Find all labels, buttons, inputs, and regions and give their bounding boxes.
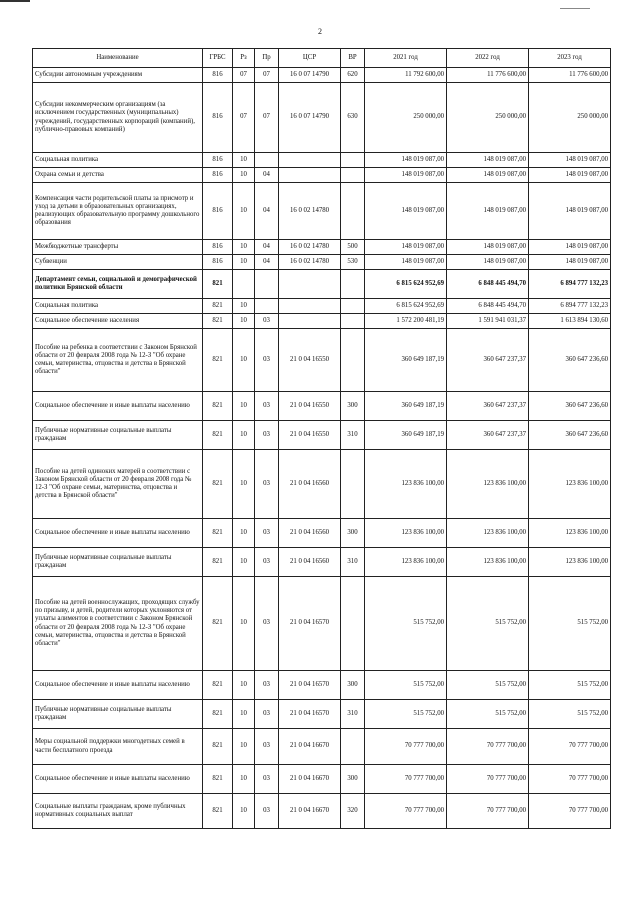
row-grbs: 816 [203, 183, 233, 240]
row-name: Пособие на ребенка в соответствии с Законом Брянской области от 20 февраля 2008 года № 12-З "Об охране семьи, материнства, отцовства и детства в Брянской области" [33, 329, 203, 392]
row-grbs: 821 [203, 392, 233, 421]
table-row [33, 577, 611, 671]
row-name: Субсидии некоммерческим организациям (за исключением государственных (муниципальных) учреждений, государственных корпораций (компаний), публично-правовых компаний) [33, 83, 203, 153]
table-row [33, 421, 611, 450]
row-amount-2023: 360 647 236,60 [529, 421, 611, 450]
row-amount-2021: 6 815 624 952,69 [365, 299, 447, 314]
row-csr: 21 0 04 16670 [279, 794, 341, 829]
row-csr [279, 299, 341, 314]
header-2021: 2021 год [365, 49, 447, 68]
header-2022: 2022 год [447, 49, 529, 68]
row-grbs: 821 [203, 421, 233, 450]
row-amount-2023: 250 000,00 [529, 83, 611, 153]
row-amount-2023: 148 019 087,00 [529, 255, 611, 270]
table-row [33, 183, 611, 240]
row-grbs: 821 [203, 765, 233, 794]
scan-mark-top-right [560, 8, 590, 9]
row-vr: 300 [341, 765, 365, 794]
table-row [33, 794, 611, 829]
row-vr [341, 577, 365, 671]
row-amount-2022: 6 848 445 494,70 [447, 299, 529, 314]
row-amount-2021: 250 000,00 [365, 83, 447, 153]
row-csr: 16 0 02 14780 [279, 183, 341, 240]
row-amount-2021: 70 777 700,00 [365, 794, 447, 829]
row-pr [255, 270, 279, 299]
row-grbs: 821 [203, 794, 233, 829]
row-amount-2021: 360 649 187,19 [365, 421, 447, 450]
row-rz: 10 [233, 183, 255, 240]
row-name: Социальное обеспечение и иные выплаты населению [33, 392, 203, 421]
row-amount-2021: 148 019 087,00 [365, 240, 447, 255]
row-name: Субсидии автономным учреждениям [33, 68, 203, 83]
row-amount-2022: 515 752,00 [447, 700, 529, 729]
row-pr [255, 153, 279, 168]
row-amount-2023: 11 776 600,00 [529, 68, 611, 83]
row-name: Пособие на детей военнослужащих, проходящих службу по призыву, и детей, родители которых уклоняются от уплаты алиментов в соответствии с Законом Брянской области от 20 февраля 2008 года № 12-З "Об охране семьи, материнства, отцовства и детства в Брянской области" [33, 577, 203, 671]
row-csr: 16 0 02 14780 [279, 240, 341, 255]
row-amount-2021: 515 752,00 [365, 577, 447, 671]
row-vr: 310 [341, 700, 365, 729]
table-header-row [33, 49, 611, 68]
scan-mark-top-left [0, 0, 30, 2]
row-grbs: 821 [203, 299, 233, 314]
row-amount-2022: 148 019 087,00 [447, 255, 529, 270]
row-name: Социальное обеспечение и иные выплаты населению [33, 671, 203, 700]
row-csr: 21 0 04 16550 [279, 392, 341, 421]
row-name: Социальная политика [33, 299, 203, 314]
row-vr: 320 [341, 794, 365, 829]
row-rz: 10 [233, 240, 255, 255]
row-vr: 310 [341, 548, 365, 577]
row-grbs: 816 [203, 255, 233, 270]
row-vr: 300 [341, 519, 365, 548]
row-grbs: 816 [203, 68, 233, 83]
row-rz: 10 [233, 299, 255, 314]
row-rz: 10 [233, 765, 255, 794]
row-pr: 04 [255, 255, 279, 270]
header-name: Наименование [33, 49, 203, 68]
row-rz: 10 [233, 153, 255, 168]
row-vr [341, 168, 365, 183]
header-rz: Рз [233, 49, 255, 68]
row-pr: 04 [255, 168, 279, 183]
header-vr: ВР [341, 49, 365, 68]
row-rz: 10 [233, 794, 255, 829]
row-amount-2021: 70 777 700,00 [365, 765, 447, 794]
row-amount-2021: 123 836 100,00 [365, 519, 447, 548]
row-vr: 620 [341, 68, 365, 83]
row-csr: 21 0 04 16560 [279, 450, 341, 519]
row-amount-2022: 148 019 087,00 [447, 153, 529, 168]
table-row [33, 314, 611, 329]
row-rz: 10 [233, 421, 255, 450]
table-row [33, 450, 611, 519]
row-grbs: 821 [203, 314, 233, 329]
table-row [33, 671, 611, 700]
row-amount-2023: 123 836 100,00 [529, 450, 611, 519]
row-grbs: 816 [203, 153, 233, 168]
row-grbs: 821 [203, 671, 233, 700]
row-pr: 03 [255, 329, 279, 392]
row-csr: 16 0 07 14790 [279, 83, 341, 153]
row-amount-2023: 515 752,00 [529, 577, 611, 671]
row-name: Пособие на детей одиноких матерей в соответствии с Законом Брянской области от 20 февраля 2008 года № 12-З "Об охране семьи, материнства, отцовства и детства в Брянской области" [33, 450, 203, 519]
row-amount-2023: 148 019 087,00 [529, 153, 611, 168]
row-pr: 03 [255, 577, 279, 671]
row-amount-2021: 148 019 087,00 [365, 255, 447, 270]
row-name: Департамент семьи, социальной и демографической политики Брянской области [33, 270, 203, 299]
row-csr: 16 0 02 14780 [279, 255, 341, 270]
row-name: Компенсация части родительской платы за присмотр и уход за детьми в образовательных организациях, реализующих образовательную программу дошкольного образования [33, 183, 203, 240]
row-name: Социальная политика [33, 153, 203, 168]
row-amount-2023: 123 836 100,00 [529, 548, 611, 577]
row-rz: 10 [233, 577, 255, 671]
row-amount-2021: 148 019 087,00 [365, 183, 447, 240]
row-amount-2023: 70 777 700,00 [529, 765, 611, 794]
table-row [33, 519, 611, 548]
row-grbs: 821 [203, 577, 233, 671]
table-row [33, 240, 611, 255]
row-rz: 10 [233, 519, 255, 548]
row-vr [341, 270, 365, 299]
row-amount-2022: 515 752,00 [447, 577, 529, 671]
row-name: Социальные выплаты гражданам, кроме публичных нормативных социальных выплат [33, 794, 203, 829]
table-row [33, 765, 611, 794]
row-rz: 10 [233, 700, 255, 729]
row-grbs: 816 [203, 240, 233, 255]
row-amount-2022: 70 777 700,00 [447, 729, 529, 765]
row-csr: 21 0 04 16560 [279, 548, 341, 577]
row-csr [279, 153, 341, 168]
row-amount-2022: 250 000,00 [447, 83, 529, 153]
row-grbs: 821 [203, 729, 233, 765]
row-grbs: 821 [203, 450, 233, 519]
row-pr: 03 [255, 548, 279, 577]
row-amount-2022: 123 836 100,00 [447, 548, 529, 577]
table-row [33, 68, 611, 83]
row-amount-2021: 1 572 200 481,19 [365, 314, 447, 329]
row-pr: 03 [255, 671, 279, 700]
row-grbs: 821 [203, 519, 233, 548]
row-amount-2022: 70 777 700,00 [447, 765, 529, 794]
table-row [33, 255, 611, 270]
table-row [33, 83, 611, 153]
row-rz: 10 [233, 450, 255, 519]
row-vr [341, 450, 365, 519]
row-csr [279, 168, 341, 183]
row-grbs: 816 [203, 83, 233, 153]
row-pr: 07 [255, 83, 279, 153]
row-amount-2023: 148 019 087,00 [529, 168, 611, 183]
row-csr: 21 0 04 16550 [279, 421, 341, 450]
row-amount-2021: 515 752,00 [365, 700, 447, 729]
row-csr: 16 0 07 14790 [279, 68, 341, 83]
row-amount-2021: 123 836 100,00 [365, 548, 447, 577]
row-grbs: 816 [203, 168, 233, 183]
row-rz: 10 [233, 255, 255, 270]
row-rz: 10 [233, 314, 255, 329]
header-pr: Пр [255, 49, 279, 68]
row-rz: 10 [233, 548, 255, 577]
row-amount-2023: 148 019 087,00 [529, 240, 611, 255]
row-pr: 04 [255, 183, 279, 240]
table-row [33, 729, 611, 765]
row-grbs: 821 [203, 270, 233, 299]
row-vr: 500 [341, 240, 365, 255]
row-csr: 21 0 04 16550 [279, 329, 341, 392]
row-rz: 10 [233, 168, 255, 183]
row-amount-2023: 70 777 700,00 [529, 794, 611, 829]
row-rz: 10 [233, 671, 255, 700]
row-name: Публичные нормативные социальные выплаты гражданам [33, 421, 203, 450]
table-row [33, 392, 611, 421]
table-row [33, 270, 611, 299]
row-grbs: 821 [203, 548, 233, 577]
header-2023: 2023 год [529, 49, 611, 68]
row-csr [279, 314, 341, 329]
row-amount-2022: 360 647 237,37 [447, 392, 529, 421]
table-row [33, 700, 611, 729]
row-csr: 21 0 04 16670 [279, 765, 341, 794]
page-number: 2 [318, 27, 322, 36]
header-csr: ЦСР [279, 49, 341, 68]
row-amount-2021: 360 649 187,19 [365, 329, 447, 392]
row-amount-2023: 515 752,00 [529, 700, 611, 729]
row-csr [279, 270, 341, 299]
row-vr [341, 183, 365, 240]
table-body [33, 68, 611, 829]
row-name: Межбюджетные трансферты [33, 240, 203, 255]
row-csr: 21 0 04 16670 [279, 729, 341, 765]
row-amount-2021: 148 019 087,00 [365, 168, 447, 183]
row-pr: 03 [255, 519, 279, 548]
row-amount-2022: 360 647 237,37 [447, 421, 529, 450]
row-csr: 21 0 04 16570 [279, 671, 341, 700]
row-pr: 03 [255, 392, 279, 421]
row-vr [341, 329, 365, 392]
row-name: Социальное обеспечение и иные выплаты населению [33, 765, 203, 794]
row-pr: 04 [255, 240, 279, 255]
row-pr: 03 [255, 794, 279, 829]
row-amount-2023: 6 894 777 132,23 [529, 270, 611, 299]
row-amount-2023: 515 752,00 [529, 671, 611, 700]
row-pr: 03 [255, 314, 279, 329]
row-name: Меры социальной поддержки многодетных семей в части бесплатного проезда [33, 729, 203, 765]
row-amount-2021: 11 792 600,00 [365, 68, 447, 83]
row-pr: 03 [255, 450, 279, 519]
row-vr: 530 [341, 255, 365, 270]
row-rz [233, 270, 255, 299]
row-vr [341, 153, 365, 168]
row-rz: 07 [233, 83, 255, 153]
row-vr [341, 314, 365, 329]
row-amount-2023: 6 894 777 132,23 [529, 299, 611, 314]
row-amount-2022: 6 848 445 494,70 [447, 270, 529, 299]
row-amount-2022: 148 019 087,00 [447, 168, 529, 183]
row-amount-2023: 360 647 236,60 [529, 392, 611, 421]
row-amount-2023: 123 836 100,00 [529, 519, 611, 548]
row-amount-2021: 123 836 100,00 [365, 450, 447, 519]
row-vr: 310 [341, 421, 365, 450]
table-row [33, 168, 611, 183]
row-amount-2021: 360 649 187,19 [365, 392, 447, 421]
row-csr: 21 0 04 16560 [279, 519, 341, 548]
row-amount-2023: 360 647 236,60 [529, 329, 611, 392]
budget-table [32, 48, 611, 829]
table-row [33, 329, 611, 392]
row-rz: 10 [233, 329, 255, 392]
row-name: Социальное обеспечение населения [33, 314, 203, 329]
header-grbs: ГРБС [203, 49, 233, 68]
row-rz: 07 [233, 68, 255, 83]
row-amount-2021: 148 019 087,00 [365, 153, 447, 168]
row-pr: 03 [255, 421, 279, 450]
row-pr: 03 [255, 729, 279, 765]
row-amount-2022: 1 591 941 031,37 [447, 314, 529, 329]
row-amount-2022: 123 836 100,00 [447, 519, 529, 548]
row-vr: 300 [341, 671, 365, 700]
row-pr: 03 [255, 765, 279, 794]
row-name: Субвенции [33, 255, 203, 270]
row-pr: 07 [255, 68, 279, 83]
row-vr [341, 729, 365, 765]
row-amount-2023: 1 613 894 130,60 [529, 314, 611, 329]
row-vr: 630 [341, 83, 365, 153]
row-vr [341, 299, 365, 314]
row-amount-2021: 70 777 700,00 [365, 729, 447, 765]
row-rz: 10 [233, 392, 255, 421]
row-amount-2022: 515 752,00 [447, 671, 529, 700]
row-grbs: 821 [203, 700, 233, 729]
table-row [33, 153, 611, 168]
row-csr: 21 0 04 16570 [279, 700, 341, 729]
row-amount-2021: 6 815 624 952,69 [365, 270, 447, 299]
row-csr: 21 0 04 16570 [279, 577, 341, 671]
row-vr: 300 [341, 392, 365, 421]
row-amount-2021: 515 752,00 [365, 671, 447, 700]
table-row [33, 548, 611, 577]
row-amount-2022: 123 836 100,00 [447, 450, 529, 519]
row-pr [255, 299, 279, 314]
table-row [33, 299, 611, 314]
row-name: Публичные нормативные социальные выплаты гражданам [33, 548, 203, 577]
row-name: Охрана семьи и детства [33, 168, 203, 183]
row-amount-2022: 360 647 237,37 [447, 329, 529, 392]
row-pr: 03 [255, 700, 279, 729]
row-amount-2023: 148 019 087,00 [529, 183, 611, 240]
row-amount-2022: 148 019 087,00 [447, 183, 529, 240]
row-name: Публичные нормативные социальные выплаты гражданам [33, 700, 203, 729]
row-rz: 10 [233, 729, 255, 765]
row-amount-2022: 148 019 087,00 [447, 240, 529, 255]
row-amount-2022: 11 776 600,00 [447, 68, 529, 83]
row-amount-2022: 70 777 700,00 [447, 794, 529, 829]
row-amount-2023: 70 777 700,00 [529, 729, 611, 765]
row-name: Социальное обеспечение и иные выплаты населению [33, 519, 203, 548]
row-grbs: 821 [203, 329, 233, 392]
